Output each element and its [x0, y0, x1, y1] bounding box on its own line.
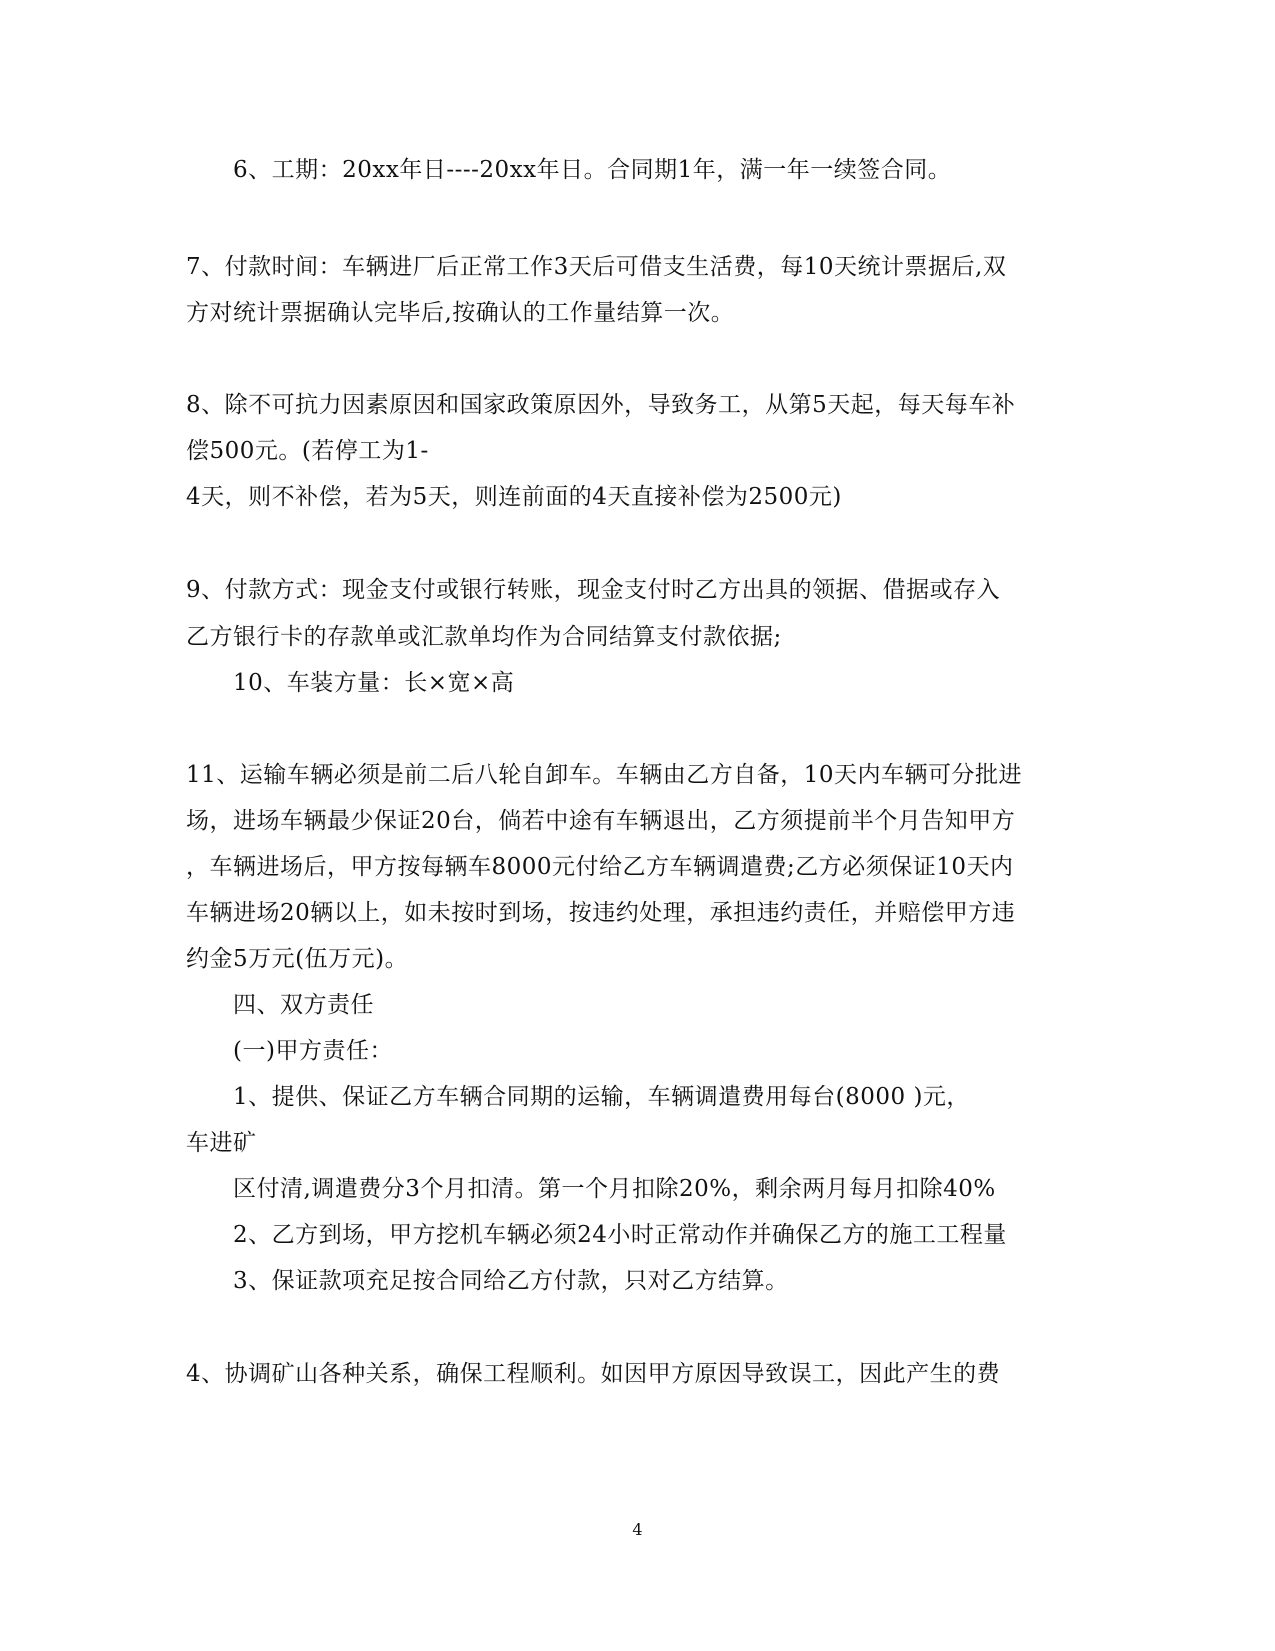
subsection-heading: (一)甲方责任：	[233, 1038, 393, 1064]
text-line: 11、运输车辆必须是前二后八轮自卸车。车辆由乙方自备，10天内车辆可分批进	[186, 762, 1023, 788]
text-line: ，车辆进场后，甲方按每辆车8000元付给乙方车辆调遣费;乙方必须保证10天内	[186, 854, 1014, 880]
text-line: 偿500元。(若停工为1-	[186, 438, 429, 464]
text-line: 约金5万元(伍万元)。	[186, 946, 409, 972]
text-line: 4天，则不补偿，若为5天，则连前面的4天直接补偿为2500元)	[186, 484, 842, 510]
section-heading: 四、双方责任	[233, 992, 374, 1018]
text-line: 7、付款时间：车辆进厂后正常工作3天后可借支生活费，每10天统计票据后,双	[186, 254, 1007, 280]
text-line: 9、付款方式：现金支付或银行转账，现金支付时乙方出具的领据、借据或存入	[186, 577, 1001, 603]
text-line: 乙方银行卡的存款单或汇款单均作为合同结算支付款依据;	[186, 624, 782, 650]
text-line: 方对统计票据确认完毕后,按确认的工作量结算一次。	[186, 300, 735, 326]
text-line: 场，进场车辆最少保证20台，倘若中途有车辆退出，乙方须提前半个月告知甲方	[186, 808, 1016, 834]
text-line: 车进矿	[186, 1130, 257, 1156]
text-line: 10、车装方量：长×宽×高	[233, 670, 515, 696]
text-line: 区付清,调遣费分3个月扣清。第一个月扣除20%，剩余两月每月扣除40%	[233, 1176, 996, 1202]
text-line: 4、协调矿山各种关系，确保工程顺利。如因甲方原因导致误工，因此产生的费	[186, 1361, 1001, 1387]
text-line: 1、提供、保证乙方车辆合同期的运输，车辆调遣费用每台(8000 )元，	[233, 1084, 970, 1110]
text-line: 2、乙方到场，甲方挖机车辆必须24小时正常动作并确保乙方的施工工程量	[233, 1222, 1007, 1248]
text-line: 3、保证款项充足按合同给乙方付款，只对乙方结算。	[233, 1268, 789, 1294]
text-line: 车辆进场20辆以上，如未按时到场，按违约处理，承担违约责任，并赔偿甲方违	[186, 900, 1016, 926]
text-line: 8、除不可抗力因素原因和国家政策原因外，导致务工，从第5天起，每天每车补	[186, 392, 1016, 418]
text-line: 6、工期：20xx年日----20xx年日。合同期1年，满一年一续签合同。	[233, 157, 952, 183]
page-number: 4	[632, 1520, 643, 1539]
